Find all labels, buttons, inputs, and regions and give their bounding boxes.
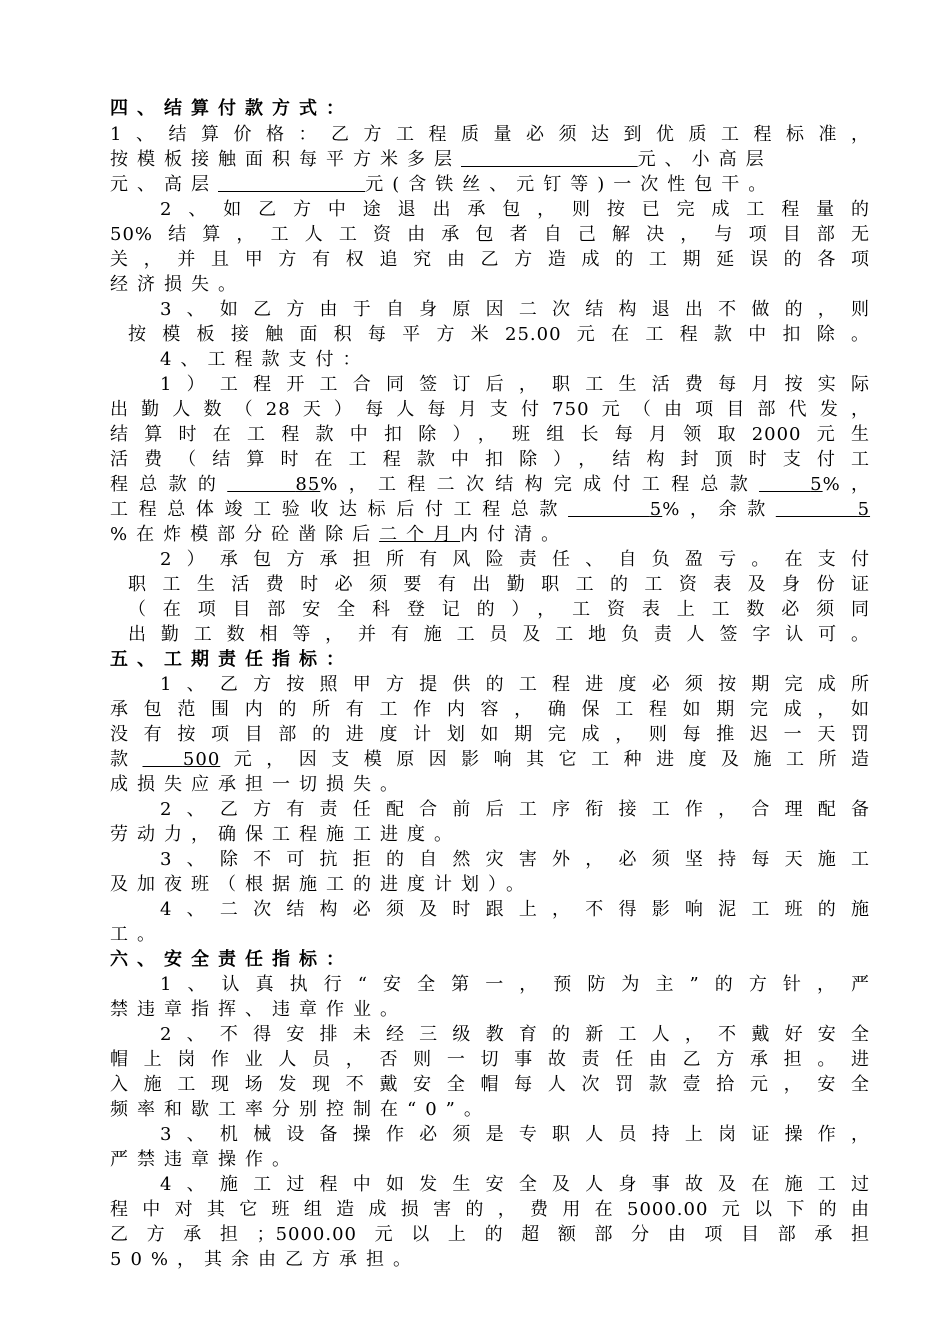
text-line: 成损失应承担一切损失。 bbox=[110, 774, 407, 795]
text-line: 2、不得安排未经三级教育的新工人，不戴好安全 bbox=[160, 1024, 870, 1045]
text-line: 1）工程开工合同签订后，职工生活费每月按实际 bbox=[160, 374, 870, 395]
text-line: 3、机械设备操作必须是专职人员持上岗证操作， bbox=[160, 1124, 870, 1145]
text-line: 50%，其余由乙方承担。 bbox=[110, 1249, 421, 1270]
text-line: 出勤人数（28天）每人每月支付750元（由项目部代发， bbox=[110, 399, 870, 420]
text-line: 4、工程款支付： bbox=[160, 349, 370, 370]
text-line: 严禁违章操作。 bbox=[110, 1149, 299, 1170]
text-line: 1、认真执行“安全第一，预防为主”的方针，严 bbox=[160, 974, 870, 995]
section-4-heading: 四、结算付款方式： bbox=[110, 98, 353, 119]
text-line: 工。 bbox=[110, 924, 164, 945]
text-line: %在炸模部分砼凿除后二个月内付清。 bbox=[110, 524, 569, 545]
text-line: 1、结算价格：乙方工程质量必须达到优质工程标准， bbox=[110, 124, 870, 145]
text-line: 款 500元，因支模原因影响其它工种进度及施工所造 bbox=[110, 749, 871, 770]
text-line: 4、二次结构必须及时跟上，不得影响泥工班的施 bbox=[160, 899, 870, 920]
text-line: 承包范围内的所有工作内容，确保工程如期完成，如 bbox=[110, 699, 870, 720]
text-line: 3、如乙方由于自身原因二次结构退出不做的，则 bbox=[160, 299, 870, 320]
text-line: 3、除不可抗拒的自然灾害外，必须坚持每天施工 bbox=[160, 849, 870, 870]
text-line: 1、乙方按照甲方提供的工程进度必须按期完成所 bbox=[160, 674, 870, 695]
text-line: 工程总体竣工验收达标后付工程总款 5%，余款 5 bbox=[110, 499, 871, 520]
text-line: 元、高层 元(含铁丝、元钉等)一次性包干。 bbox=[110, 174, 776, 195]
text-line: 按模板接触面积每平方米多层 元、小高层 bbox=[110, 149, 773, 170]
text-line: 2）承包方承担所有风险责任、自负盈亏。在支付 bbox=[160, 549, 870, 570]
text-line: 按模板接触面积每平方米25.00元在工程款中扣除。 bbox=[128, 324, 870, 345]
text-line: 经济损失。 bbox=[110, 274, 245, 295]
text-line: 入施工现场发现不戴安全帽每人次罚款壹拾元，安全 bbox=[110, 1074, 870, 1095]
text-line: 关，并且甲方有权追究由乙方造成的工期延误的各项 bbox=[110, 249, 870, 270]
text-line: （在项目部安全科登记的），工资表上工数必须同 bbox=[128, 599, 870, 620]
text-line: 2、如乙方中途退出承包，则按已完成工程量的 bbox=[160, 199, 870, 220]
text-line: 乙方承担；5000.00元以上的超额部分由项目部承担 bbox=[110, 1224, 870, 1245]
text-line: 频率和歇工率分别控制在“0”。 bbox=[110, 1099, 491, 1120]
text-line: 职工生活费时必须要有出勤职工的工资表及身份证 bbox=[128, 574, 870, 595]
text-line: 禁违章指挥、违章作业。 bbox=[110, 999, 407, 1020]
text-line: 结算时在工程款中扣除），班组长每月领取2000元生 bbox=[110, 424, 870, 445]
section-5-heading: 五、工期责任指标： bbox=[110, 649, 353, 670]
text-line: 帽上岗作业人员，否则一切事故责任由乙方承担。进 bbox=[110, 1049, 870, 1070]
text-line: 劳动力，确保工程施工进度。 bbox=[110, 824, 461, 845]
text-line: 及加夜班（根据施工的进度计划）。 bbox=[110, 874, 533, 895]
text-line: 出勤工数相等，并有施工员及工地负责人签字认可。 bbox=[128, 624, 870, 645]
text-line: 4、施工过程中如发生安全及人身事故及在施工过 bbox=[160, 1174, 870, 1195]
text-line: 没有按项目部的进度计划如期完成，则每推迟一天罚 bbox=[110, 724, 870, 745]
text-line: 活费（结算时在工程款中扣除），结构封顶时支付工 bbox=[110, 449, 870, 470]
text-line: 程总款的 85%，工程二次结构完成付工程总款 5%， bbox=[110, 474, 871, 495]
text-line: 程中对其它班组造成损害的，费用在5000.00元以下的由 bbox=[110, 1199, 870, 1220]
text-line: 50%结算，工人工资由承包者自己解决，与项目部无 bbox=[110, 224, 870, 245]
section-6-heading: 六、安全责任指标： bbox=[110, 949, 353, 970]
text-line: 2、乙方有责任配合前后工序衔接工作，合理配备 bbox=[160, 799, 870, 820]
